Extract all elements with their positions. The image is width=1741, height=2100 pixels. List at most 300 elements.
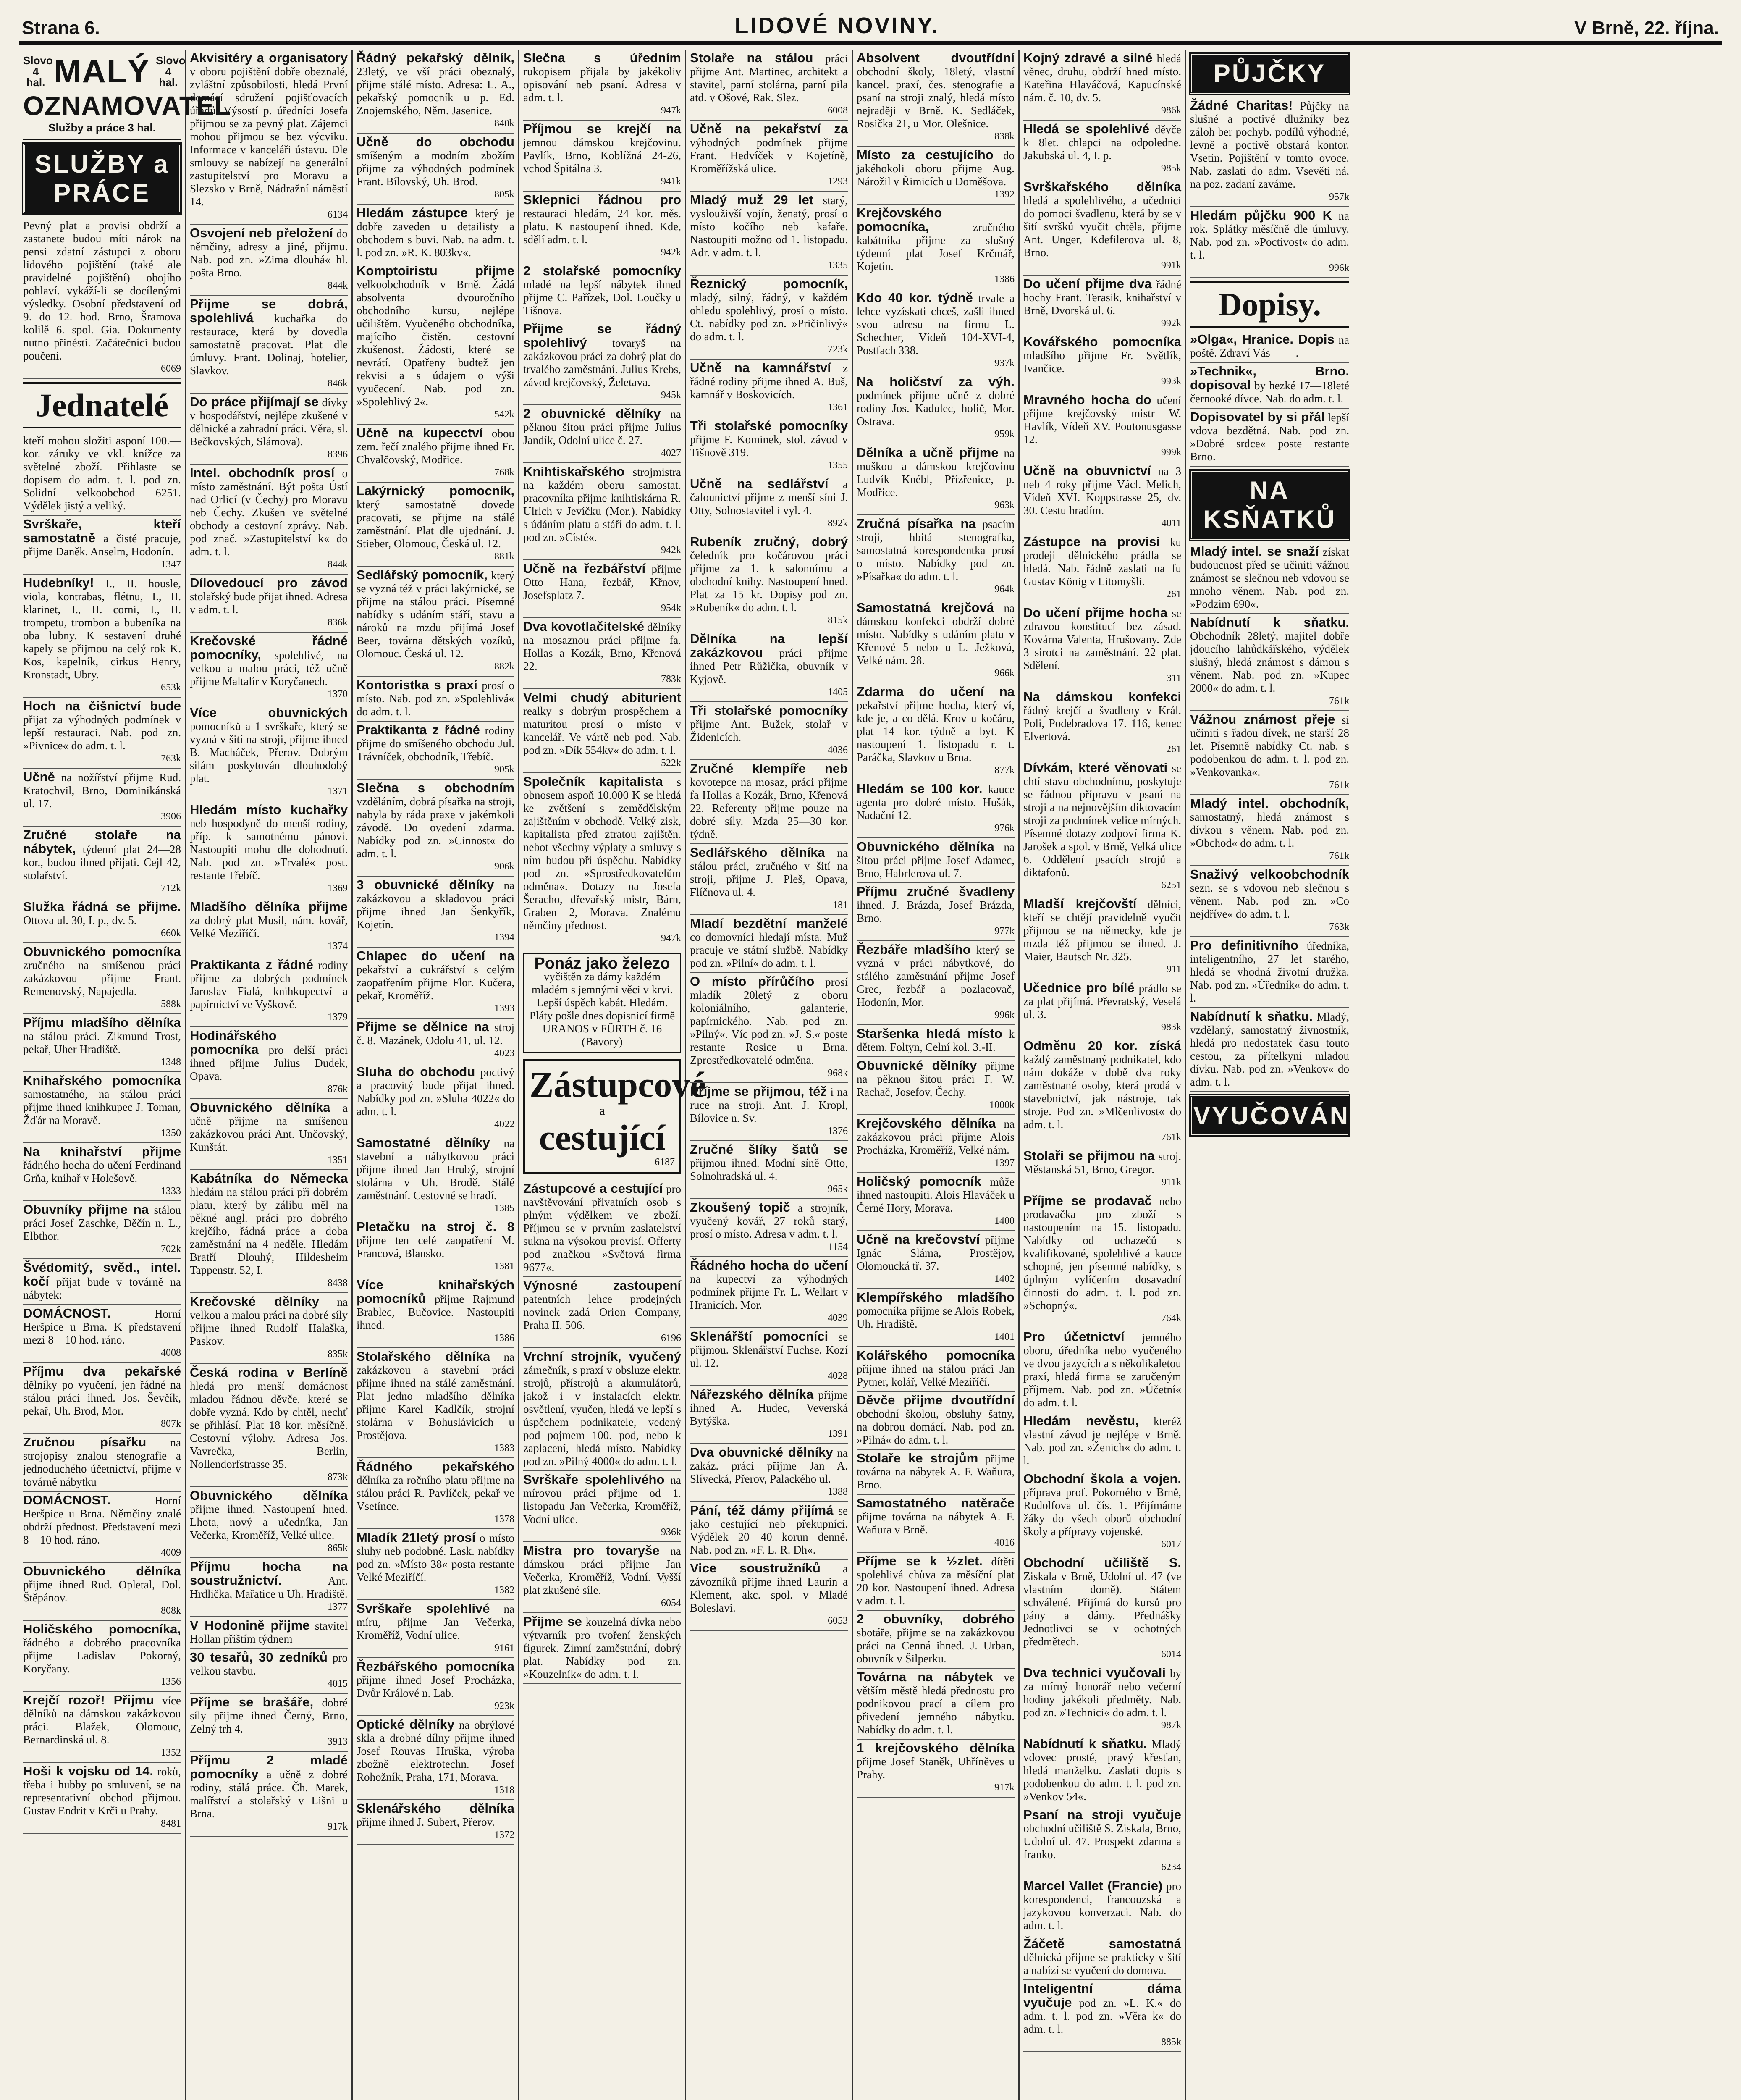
classified-ad xyxy=(523,773,681,948)
ad-text: na pěknou šitou práci přijme Julius Jandík, Odolní ulice č. 27. xyxy=(523,408,682,446)
ad-text: strojmistra na každém oboru samostat. pracovníka přijme knihtiskárna R. Ulrich v Jevíčku (Mor.). Nabídky s údáním platu a stáří do adm. t. l. pod zn. »Císté«. xyxy=(523,466,681,543)
ad-heading: Mladý muž 29 let xyxy=(690,192,814,207)
ad-number: 993k xyxy=(1161,376,1181,387)
ad-heading: 1 krejčovského dělníka xyxy=(857,1740,1015,1755)
ad-heading: Kojný zdravé a silné xyxy=(1023,50,1153,65)
ad-text: řádného a dobrého pracovníka přijme Ladislav Pokorný, Koryčany. xyxy=(23,1636,181,1675)
ad-heading: Psaní na stroji vyučuje xyxy=(1023,1807,1181,1822)
ad-text: dobré síly přijme ihned Černý, Brno, Zelný trh 4. xyxy=(190,1696,348,1735)
ad-text: psacím stroji, hbitá stenografka, samostatná korespondentka prosí o místo. Nabídky pod zn. »Písařka« do adm. t. l. xyxy=(857,518,1015,583)
ad-heading: Mladší krejčovští xyxy=(1023,896,1137,911)
ad-heading: Inteligentní dáma vyučuje xyxy=(1023,1981,1181,2010)
ad-number: 991k xyxy=(1161,260,1181,271)
ad-number: 1335 xyxy=(828,260,848,271)
ad-number: 261 xyxy=(1166,744,1181,755)
ad-number: 6187 xyxy=(655,1157,675,1168)
ad-text: dívky v hospodářství, nejlépe zkušené v dělnické a zahradní práci. Věra, sl. Bečkovských, Slámova). xyxy=(190,396,348,448)
ad-number: 911 xyxy=(1166,964,1181,975)
classified-ad xyxy=(857,1057,1015,1115)
ad-text: a čisté pracuje, přijme Daněk. Anselm, Hodonín. xyxy=(23,532,181,558)
ad-number: 838k xyxy=(994,131,1015,142)
ad-number: 986k xyxy=(1161,105,1181,116)
ad-text: starý, vyslouživší vojín, ženatý, prosí o místo kočího neb kafaře. Nastoupiti možno od 1. listopadu. Adr. v adm. t. l. xyxy=(690,194,848,259)
ad-number: 1382 xyxy=(494,1585,514,1596)
column-8 xyxy=(1186,50,1358,2100)
ad-text: stálou práci Josef Zaschke, Děčín n. L., Elbthor. xyxy=(23,1204,181,1242)
classified-ad xyxy=(857,599,1015,683)
classified-ad xyxy=(190,898,348,956)
ad-number: 941k xyxy=(661,176,681,187)
ad-heading: Řádného hocha do učení xyxy=(690,1258,848,1273)
logo-price: Služby a práce 3 hal. xyxy=(48,121,156,134)
ad-heading: Marcel Vallet (Francie) xyxy=(1023,1878,1163,1893)
ad-text: tovaryš na zakázkovou práci za dobrý plat do trvalého zaměstnání. Julius Krebs, závod krejčovský, Želetava. xyxy=(523,337,682,388)
classified-ad xyxy=(1023,1192,1181,1328)
ad-list xyxy=(523,50,681,948)
ad-heading: Více obuvnických xyxy=(190,705,348,720)
classified-ad xyxy=(1023,1554,1181,1664)
ad-number: 1376 xyxy=(828,1126,848,1137)
ad-heading: Příjmu mladšího dělníka xyxy=(23,1015,181,1030)
ad-number: 882k xyxy=(494,661,514,672)
classified-ad xyxy=(23,1692,181,1763)
classified-ad xyxy=(357,722,514,780)
ad-text: dělníky na mosaznou práci přijme fa. Hollas a Kozák, Brno, Křenová 22. xyxy=(523,621,682,672)
ad-number: 906k xyxy=(494,861,514,872)
ad-text: přijme Otto Hana, řezbář, Křnov, Josefsplatz 7. xyxy=(523,563,682,601)
ad-heading: DOMÁCNOST. xyxy=(23,1306,111,1320)
ad-number: 1361 xyxy=(828,402,848,413)
ad-heading: Krejčí rozoř! Přijmu xyxy=(23,1693,155,1707)
ad-text: Ziskala v Brně, Udolní ul. 47 (ve vlastním domě). Státem schválené. Přijímá do kursů pro pány a dámy. Přednášky Jednotlivci se v ochotných předmětech. xyxy=(1023,1570,1181,1648)
ad-heading: Samostatné dělníky xyxy=(357,1135,490,1150)
classified-ad xyxy=(1190,1008,1349,1092)
ad-number: 947k xyxy=(661,105,681,116)
classified-ad xyxy=(23,1492,181,1563)
ad-number: 311 xyxy=(1166,673,1181,684)
ad-number: 996k xyxy=(994,1010,1015,1021)
classified-ad xyxy=(1023,1877,1181,1935)
ad-heading: Žáčetě samostatná xyxy=(1023,1936,1181,1951)
ad-heading: Do učení přijme hocha xyxy=(1023,605,1168,620)
ad-text: na rok. Splátky měsíčně dle úmluvy. Nab. pod zn. »Poctivost« do adm. t. l. xyxy=(1190,210,1349,261)
classified-ad xyxy=(1023,979,1181,1037)
ad-heading: Přijme se xyxy=(523,1614,582,1629)
classified-ad xyxy=(23,1201,181,1259)
ad-text: může ihned nastoupiti. Alois Hlaváček u Černé Hory, Morava. xyxy=(857,1176,1015,1214)
classified-ad xyxy=(23,1143,181,1201)
ad-text: se přijmou. Sklenářství Fuchse, Kozí ul. 12. xyxy=(690,1331,848,1369)
ad-number: 1372 xyxy=(494,1830,514,1840)
ad-text: do jakéhokoli oboru přijme Aug. Nárožil v Řimicích u Doměšova. xyxy=(857,149,1015,188)
logo-subtitle: OZNAMOVATEL xyxy=(23,91,231,121)
representatives-title: Zástupcové xyxy=(530,1064,706,1105)
ad-text: na zakázkovou a skladovou práci přijme ihned Jan Šenkyřík, Kojetín. xyxy=(357,879,515,931)
classified-ad xyxy=(23,1259,181,1305)
ad-number: 1318 xyxy=(494,1785,514,1796)
ad-text: který samostatně dovede pracovati, se přijme na stálé zaměstnání. Plat dle ujednání. J. Stieber, Olomouc, Česká ul. 12. xyxy=(357,498,514,550)
ad-number: 805k xyxy=(494,189,514,200)
ad-heading: Do učení přijme dva xyxy=(1023,276,1152,291)
ad-heading: Zástupce na provisi xyxy=(1023,534,1160,549)
ad-heading: Dělníka na lepší zakázkovou xyxy=(690,631,848,660)
ad-text: přijat za výhodných podmínek v lepší restauraci. Nab. pod zn. »Pivnice« do adm. t. l. xyxy=(23,713,181,752)
ad-heading: Kontoristka s praxí xyxy=(357,677,477,692)
ad-text: se jako cestující neb překupníci. Výdělek 20—40 korun denně. Nab. pod zn. »F. L. R. Dh«. xyxy=(690,1504,848,1556)
classified-ad xyxy=(357,1658,514,1716)
ad-text: I., II. housle, viola, kontrabas, flétnu, I., II. klarinet, I., II. corni, I., II. trompetu, trombon a bubeníka na oba lubny. K sestavení druhé kapely se přijmou na celý rok K. Kos, kapelník, cirkus Henry, Kronstadt, Ubry. xyxy=(23,577,181,681)
classified-ad xyxy=(857,1231,1015,1289)
ad-heading: Tři stolařské pomocníky xyxy=(690,418,848,433)
ad-heading: Řádného pekařského xyxy=(357,1459,514,1474)
ad-text: mladé na lepší nábytek ihned přijme C. Pařízek, Dol. Loučky u Tišnova. xyxy=(523,278,681,317)
ad-heading: Obuvníky přijme na xyxy=(23,1202,149,1217)
classified-ad xyxy=(23,698,181,769)
ad-number: 723k xyxy=(828,344,848,355)
ad-heading: Mladík 21letý prosí xyxy=(357,1530,476,1545)
classified-ad xyxy=(690,192,848,276)
ad-number: 992k xyxy=(1161,318,1181,329)
ad-heading: 3 obuvnické dělníky xyxy=(357,877,494,892)
classified-ad xyxy=(23,432,181,516)
classified-ad xyxy=(357,1276,514,1348)
ad-number: 996k xyxy=(1329,262,1349,273)
classified-ad xyxy=(357,262,514,425)
ad-heading: Příjme se brašáře, xyxy=(190,1695,314,1709)
ad-text: pro velkou stavbu. xyxy=(190,1651,348,1677)
ad-text: co domovníci hledají místa. Muž pracuje ve státní službě. Nabídky pod zn. »Pilní« do adm. t. l. xyxy=(690,931,848,969)
classified-ad xyxy=(523,1613,681,1684)
ad-text: přijme Ignác Sláma, Prostějov, Olomoucká tř. 37. xyxy=(857,1234,1015,1272)
ad-heading: Krejčovského pomocníka, xyxy=(857,205,942,234)
ad-number: 923k xyxy=(494,1701,514,1712)
classified-ad xyxy=(523,320,681,405)
ad-heading: Žádné Charitas! xyxy=(1190,98,1293,113)
ad-text: a čalounictví přijme z menší síni J. Otty, Solnostavitel i vyl. 4. xyxy=(690,478,848,517)
classified-ad xyxy=(1023,1412,1181,1470)
ad-text: lepší vdova bezdětná. Nab. pod zn. »Dobré srdce« poste restante Brno. xyxy=(1190,411,1349,463)
ad-number: 985k xyxy=(1161,163,1181,174)
ad-text: stavitel Hollan přištím týdnem xyxy=(190,1620,348,1645)
classified-ad xyxy=(857,373,1015,444)
ad-heading: Děvče přijme dvoutřídní xyxy=(857,1393,1015,1407)
classified-ad xyxy=(190,1558,348,1617)
classified-ad xyxy=(190,1487,348,1558)
section-banner-loans: PŮJČKY xyxy=(1190,53,1349,94)
ad-number: 840k xyxy=(494,118,514,129)
ad-heading: Holičský pomocník xyxy=(857,1174,981,1189)
classified-ad xyxy=(1190,97,1349,207)
ad-list xyxy=(690,50,848,1631)
classified-ad xyxy=(857,147,1015,205)
ad-text: na kupectví za výhodných podmínek přijme Fr. L. Wellart v Hranicích. Mor. xyxy=(690,1273,848,1311)
ad-text: prosí mladík 20letý z oboru koloniálního, galanterie, papírnického. Nab. pod zn. »Pilný«. Víc pod zn. »J. S.« poste restante Rosice u Brna. Zprostředkovatelé odměna. xyxy=(690,976,848,1066)
classified-ad xyxy=(857,1450,1015,1495)
ad-heading: Hledám místo kuchařky xyxy=(190,802,348,817)
ad-text: vzděláním, dobrá písařka na stroji, nabyla by ráda praxe v jakémkoli závodě. Do ovedení zdarma. Nabídky pod zn. »Cinnost« do adm. t. l. xyxy=(357,795,514,860)
ad-text: práci přijme Ant. Martinec, architekt a stavitel, parní stolárna, parní pila atd. v Ošové, Rak. Slez. xyxy=(690,52,848,104)
ad-heading: Učednice pro bílé xyxy=(1023,980,1135,995)
ad-list xyxy=(23,217,181,379)
ad-heading: Mladý intel. obchodník, xyxy=(1190,796,1349,811)
ad-number: 1377 xyxy=(328,1601,348,1612)
ad-number: 936k xyxy=(661,1527,681,1538)
column-7 xyxy=(1020,50,1186,2100)
ad-heading: Nabídnutí k sňatku. xyxy=(1190,1009,1313,1024)
ad-text: na zakáz. práci přijme Jan A. Slívecká, Přerov, Palackého ul. xyxy=(690,1446,848,1485)
column-6 xyxy=(853,50,1020,2100)
classified-ad xyxy=(357,1348,514,1458)
ad-heading: Příjmu zručné švadleny xyxy=(857,884,1015,899)
ad-number: 968k xyxy=(828,1068,848,1079)
ad-number: 768k xyxy=(494,467,514,478)
ad-text: sezn. se s vdovou neb slečnou s věnem. Nab. pod zn. »Co nejdříve« do adm. t. l. xyxy=(1190,882,1349,920)
classified-ad xyxy=(190,1617,348,1649)
classified-ad xyxy=(1023,333,1181,391)
classified-ad xyxy=(1190,331,1349,363)
classified-ad xyxy=(523,1471,681,1542)
ad-heading: Krečovské dělníky xyxy=(190,1294,320,1309)
classified-ad xyxy=(523,262,681,320)
ad-heading: Mravného hocha do xyxy=(1023,392,1151,407)
ad-number: 1369 xyxy=(328,883,348,894)
ad-number: 1293 xyxy=(828,176,848,187)
classified-ad xyxy=(190,1364,348,1487)
classified-ad xyxy=(690,360,848,417)
ad-number: 6196 xyxy=(661,1333,681,1344)
ad-heading: Chlapec do učení na xyxy=(357,948,514,963)
classified-ad xyxy=(690,1444,848,1502)
ad-list xyxy=(357,50,514,1845)
ad-heading: Sedlářského dělníka xyxy=(690,845,825,860)
ad-heading: Hledám nevěstu, xyxy=(1023,1413,1139,1428)
ad-number: 522k xyxy=(661,758,681,769)
ad-text: na dámskou práci přijme Jan Večerka, Kroměříž, Vodní. Vyšší plat zkušené síle. xyxy=(523,1545,682,1596)
classified-ad xyxy=(1023,178,1181,276)
ad-number: 763k xyxy=(161,753,181,764)
ad-text: neb hospodyně do menší rodiny, příp. k samotnému pánovi. Nastoupiti mohu dle dohodnutí. Nab. pod zn. »Trvalé« post. restante Třebíč. xyxy=(190,817,348,882)
ad-heading: Svrškaře spolehlivého xyxy=(523,1472,665,1487)
classified-ad xyxy=(690,760,848,844)
ad-heading: Učně na řezbářství xyxy=(523,561,646,576)
classified-ad xyxy=(1190,614,1349,711)
ad-number: 6069 xyxy=(161,363,181,374)
ad-text: jemného oboru, úředníka nebo vyučeného ve dvou jazycích a s několikaletou praxí, hledá firma se zaručeným příjmem. Nab. pod zn. »Účetní« do adm. t. l. xyxy=(1023,1331,1182,1409)
ad-text: řádný krejčí a švadleny v Král. Poli, Podebradova 17. 116, kenec Elvertová. xyxy=(1023,704,1181,743)
ad-heading: Sklenářského dělníka xyxy=(357,1801,514,1816)
ad-number: 947k xyxy=(661,933,681,944)
ad-text: přijme Josef Staněk, Uhříněves u Prahy. xyxy=(857,1755,1015,1781)
ad-text: více dělníků na dámskou zakázkovou práci. Blažek, Olomouc, Bernardinská ul. 8. xyxy=(23,1694,181,1746)
ad-text: trvale a lehce vyzískati chceš, zašli ihned svou adresu na firmu L. Schechter, Vídeň 104-XVI-4, Postfach 338. xyxy=(857,292,1015,357)
ad-number: 844k xyxy=(328,559,348,570)
ad-number: 783k xyxy=(661,674,681,685)
ad-heading: Dělníka a učně přijme xyxy=(857,445,999,460)
ad-number: 1371 xyxy=(328,786,348,797)
ad-heading: Nářezského dělníka xyxy=(690,1387,814,1402)
ad-text: obchodní učiliště S. Ziskala, Brno, Udolní ul. 47. Prospekt zdarma a franko. xyxy=(1023,1822,1181,1861)
ad-text: o místo zaměstnání. Být pošta Ústí nad Orlicí (v Čechy) pro Moravu neb Čechy. Zkušen ve světelné obchody a cestovní zprávy. Nab. pod znač. »Zastupitelství k« do adm. t. l. xyxy=(190,467,348,558)
ad-heading: Komptoiristu přijme xyxy=(357,263,514,278)
ad-number: 1401 xyxy=(994,1331,1015,1342)
classified-ad xyxy=(857,1115,1015,1173)
ad-text: velkoobchodník v Brně. Žádá absolventa dvouročního obchodního kursu, nejlépe učilištěm. Vyučeného obchodníka, majícího čistěn. cestovní zkušenost. Žádosti, které se nevrátí. Opatřeny budtež jen rekvisi a s údajem o výši vyučecení. Nab. pod zn. »Spolehlivý 2«. xyxy=(357,278,514,408)
ad-text: přijme F. Kominek, stol. závod v Tišnově 319. xyxy=(690,433,848,459)
ad-list xyxy=(523,1180,681,1684)
ad-number: 6008 xyxy=(828,105,848,116)
ad-number: 1355 xyxy=(828,460,848,471)
ad-number: 6053 xyxy=(828,1615,848,1626)
newspaper-title: LIDOVÉ NOVINY. xyxy=(734,13,940,38)
classified-ad xyxy=(523,50,681,121)
ad-number: 4023 xyxy=(494,1048,514,1059)
ad-text: dělníka za ročního platu přijme na stálou práci R. Pavlíček, pekař ve Vsetínce. xyxy=(357,1474,514,1512)
ad-number: 542k xyxy=(494,409,514,420)
ad-heading: Dopisovatel by si přál xyxy=(1190,410,1325,424)
ad-text: získat budoucnost před se učiniti vážnou známost se slečnou neb vdovou se mnoho věnem. Nab. pod zn. »Podzim 690«. xyxy=(1190,546,1350,610)
ad-number: 1394 xyxy=(494,932,514,943)
ad-text: se zdravou konstitucí bez zásad. Kovárna Valenta, Hrušovany. Zde 3 sirotci na zaměstnání. 22 plat. Sdělení. xyxy=(1023,607,1181,672)
ad-heading: Optické dělníky xyxy=(357,1717,455,1732)
classified-ad xyxy=(190,225,348,296)
ad-text: stroj č. 8. Mazánek, Odolu 41, ul. 12. xyxy=(357,1021,515,1047)
classified-ad xyxy=(690,1386,848,1444)
ad-heading: Knihtiskařského xyxy=(523,464,625,479)
ad-heading: Obuvnického pomocníka xyxy=(23,944,181,959)
classified-ad xyxy=(523,618,681,689)
classified-ad xyxy=(357,1800,514,1845)
ad-text: zručného kabátníka přijme za slušný týdenní plat Josef Krčmář, Kojetín. xyxy=(857,221,1015,273)
classified-ad xyxy=(190,1099,348,1170)
ad-text: vyčištěn za dámy každém mladém s jemnými věci v krvi. Lepší úspěch kabát. Hledám. Pláty pošle dnes dopisnicí firmě URANOS v FÜRTH č. 16 (Bavory) xyxy=(529,970,675,1048)
classified-ad xyxy=(1190,866,1349,937)
ad-number: 999k xyxy=(1161,447,1181,458)
ad-number: 4009 xyxy=(161,1547,181,1558)
ad-number: 1352 xyxy=(161,1747,181,1758)
section-banner-services: SLUŽBY a PRÁCE xyxy=(23,144,181,213)
classified-ad xyxy=(357,1018,514,1063)
classified-ad xyxy=(357,134,514,205)
ad-text: na míru, přijme Jan Večerka, Kroměříž, Vodní ulice. xyxy=(357,1603,514,1641)
ad-number: 1386 xyxy=(994,274,1015,285)
classified-ad xyxy=(690,630,848,702)
ad-text: si učiniti s řadou dívek, ne starší 28 let. Písemně nabídky Ct. nab. s podobenkou do adm. t. l. pod zn. »Venkovanka«. xyxy=(1190,714,1349,778)
ad-list xyxy=(190,50,348,1837)
ad-text: který je dobře zaveden u detailisty a obchodem s buvi. Nab. na adm. t. l. pod zn. »R. K. 803kv«. xyxy=(357,207,514,259)
classified-ad xyxy=(190,704,348,801)
ad-text: za dobrý plat Musil, nám. kovář, Velké Meziříčí. xyxy=(190,914,348,940)
ad-number: 1393 xyxy=(494,1003,514,1014)
ad-number: 4022 xyxy=(494,1119,514,1130)
ad-heading: Obuvnického dělníka xyxy=(190,1488,348,1503)
ad-text: na velkou a malou práci na dobré síly přijme ihned Rudolf Halaška, Paskov. xyxy=(190,1296,348,1347)
classified-ad xyxy=(1023,121,1181,178)
classified-ad xyxy=(23,1014,181,1072)
ad-heading: Zkoušený topič xyxy=(690,1200,790,1215)
column-2 xyxy=(186,50,353,2100)
classified-ad xyxy=(523,1348,681,1471)
ad-text: přijmou ihned. Modní síně Otto, Solnohradská ul. 4. xyxy=(690,1157,848,1182)
ad-heading: Zručnou písařku xyxy=(23,1435,147,1449)
ad-number: 1402 xyxy=(994,1273,1015,1284)
ad-heading: Společník kapitalista xyxy=(523,774,663,789)
classified-ad xyxy=(690,1141,848,1199)
ad-heading: Hledám se 100 kor. xyxy=(857,781,983,796)
ad-number: 4039 xyxy=(828,1312,848,1323)
ad-number: 976k xyxy=(994,823,1015,834)
classified-ad xyxy=(690,844,848,915)
ad-text: ve větším městě hledá přednostu pro podnikovou prací a cílem pro přivedení jemného nábytku. Nabídky do adm. t. l. xyxy=(857,1671,1015,1736)
ad-list xyxy=(1023,333,1181,1412)
ad-text: přijme Rajmund Brablec, Bučovice. Nastoupiti ihned. xyxy=(357,1293,514,1331)
ad-list xyxy=(1023,1412,1181,2052)
classified-ad xyxy=(523,192,681,262)
ad-text: na stavební a nábytkovou práci přijme ihned Jan Hrubý, strojní stolárna v Uh. Brodě. Stálé zaměstnání. Cestovné se hradí. xyxy=(357,1137,515,1202)
ad-heading: Učně do obchodu xyxy=(357,134,514,149)
column-1 xyxy=(19,50,231,2100)
ad-number: 8481 xyxy=(161,1818,181,1829)
classified-ad xyxy=(1190,795,1349,866)
ad-number: 8438 xyxy=(328,1278,348,1289)
ad-text: nebo prodavačka pro zboží s nastoupením na 15. listopadu. Nabídky od uchazečů s kvalifikované, spolehlivé a kauce schopné, jen písemné nabídky, s úplným vylíčením dosavadní činnosti do adm. t. l. pod zn. »Schopný«. xyxy=(1023,1195,1181,1312)
classified-ad xyxy=(1023,533,1181,604)
ad-text: přijme ihned Josef Procházka, Dvůr Králové n. Lab. xyxy=(357,1674,514,1699)
ad-list xyxy=(1190,97,1349,278)
ad-heading: Stolařského dělníka xyxy=(357,1349,490,1364)
classified-ad xyxy=(1023,1037,1181,1147)
ad-heading: Výnosné zastoupení xyxy=(523,1278,681,1293)
ad-heading: Odměnu 20 kor. získá xyxy=(1023,1038,1181,1053)
ad-heading: 2 stolařské pomocníky xyxy=(523,263,681,278)
classified-ad xyxy=(357,877,514,948)
ad-text: rukopisem přijala by jakékoliv opisování neb psaní. Adresa v adm. t. l. xyxy=(523,65,681,104)
ad-text: přijme na pěknou šitou práci F. W. Rachač, Josefov, Čechy. xyxy=(857,1060,1015,1098)
ad-heading: Obuvnického dělníka xyxy=(190,1100,330,1115)
ad-heading: Příjmou se krejčí na xyxy=(523,121,681,136)
ad-text: stolařský bude přijat ihned. Adresa v adm. t. l. xyxy=(190,590,348,616)
ad-heading: Klempířského mladšího xyxy=(857,1290,1015,1305)
ad-number: 6014 xyxy=(1161,1649,1181,1660)
ad-number: 1400 xyxy=(994,1215,1015,1226)
ad-text: na zakázkovou práci přijme Alois Procházka, Kroměříž, Velké nám. xyxy=(857,1118,1015,1156)
ad-heading: Řezbářského pomocníka xyxy=(357,1659,514,1674)
ad-number: 835k xyxy=(328,1349,348,1360)
ad-text: Horní Heršpice u Brna. K představení mezi 8—10 hod. ráno. xyxy=(23,1307,181,1346)
ad-number: 761k xyxy=(1329,696,1349,706)
classified-ad xyxy=(690,50,848,121)
classified-ad xyxy=(857,838,1015,883)
ad-text: ihned. J. Brázda, Josef Brázda, Brno. xyxy=(857,899,1015,924)
classified-ad xyxy=(857,1611,1015,1669)
ad-number: 8396 xyxy=(328,449,348,460)
ad-text: přijat bude v továrně na nábytek: xyxy=(23,1276,181,1301)
ad-text: hledá věnec, druhu, obdrží hned místo. Kateřina Hlaváčová, Kapucínské nám. č. 10, dv. 5. xyxy=(1023,52,1182,104)
ad-list xyxy=(1190,543,1349,1092)
ad-heading: Zručné klempíře neb xyxy=(690,761,848,776)
ad-number: 6054 xyxy=(661,1598,681,1609)
classified-ad xyxy=(1023,462,1181,533)
ad-heading: Praktikanta z řádné xyxy=(357,722,480,737)
classified-ad xyxy=(1023,1806,1181,1877)
classified-ad xyxy=(23,1763,181,1834)
ad-text: kteří mohou složiti asponí 100.— kor. záruky ve vkl. knížce za světelné zboží. Přihlaste se dopisem do adm. t. l. pod zn. Solidní velkoobchod 6251. Výdělek jistý a veliký. xyxy=(23,434,181,512)
classified-ad xyxy=(523,560,681,618)
classified-ad xyxy=(1190,711,1349,795)
ad-heading: O místo přírůčího xyxy=(690,974,815,989)
classified-ad xyxy=(357,567,514,677)
column-5 xyxy=(686,50,853,2100)
ad-text: roků, třeba i hubby po smluvení, se na representativní obchod přijmou. Gustav Endrit v Krči u Prahy. xyxy=(23,1765,181,1817)
